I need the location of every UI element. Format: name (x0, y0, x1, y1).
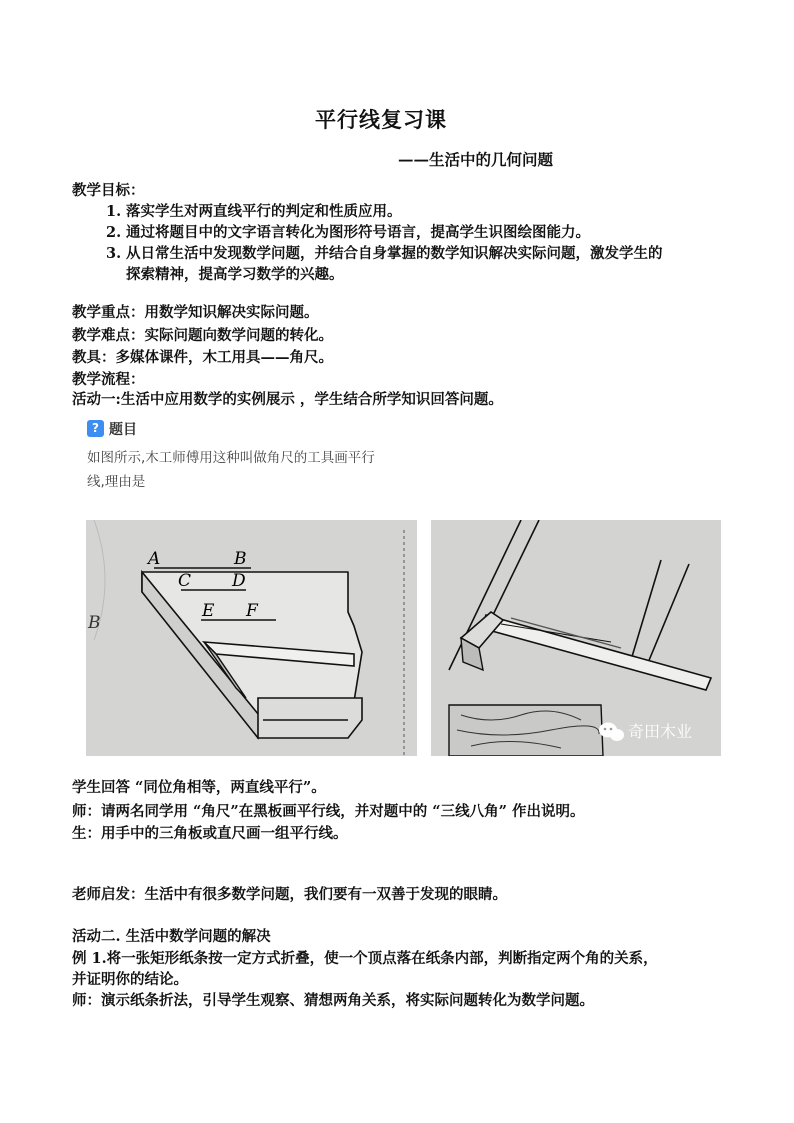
label-f: F (246, 601, 258, 621)
objective-text: 通过将题目中的文字语言转化为图形符号语言，提高学生识图绘图能力。 (126, 224, 590, 241)
objectives-heading: 教学目标： (72, 182, 145, 199)
question-label: 题目 (109, 422, 137, 438)
example-1-line-2: 并证明你的结论。 (72, 971, 188, 988)
objective-item-3-continued: 探索精神，提高学习数学的兴趣。 (126, 266, 344, 283)
page-subtitle: ——生活中的几何问题 (398, 150, 554, 169)
student-task: 生：用手中的三角板或直尺画一组平行线。 (72, 825, 348, 842)
key-point: 教学重点：用数学知识解决实际问题。 (72, 304, 319, 321)
label-edge-b: B (88, 613, 101, 633)
activity-2: 活动二. 生活中数学问题的解决 (72, 928, 271, 945)
objective-number: 2. (106, 224, 122, 241)
figure-carpenter-square-diagram (86, 520, 417, 756)
teacher-instruction-2: 师：演示纸条折法，引导学生观察、猜想两角关系，将实际问题转化为数学问题。 (72, 992, 594, 1009)
watermark-text: 奇田木业 (628, 722, 693, 741)
objective-item-2 (106, 222, 590, 243)
objective-item-1 (106, 201, 402, 222)
carpenter-square-drawing (86, 520, 417, 756)
page-title: 平行线复习课 (315, 107, 447, 132)
question-line-2: 线,理由是 (87, 474, 146, 490)
process-heading: 教学流程： (72, 371, 145, 388)
question-line-1: 如图所示,木工师傅用这种叫做角尺的工具画平行 (87, 450, 375, 466)
objective-number: 1. (106, 203, 122, 220)
teacher-instruction-1: 师：请两名同学用 “角尺”在黑板画平行线，并对题中的 “三线八角” 作出说明。 (72, 803, 585, 820)
figure-carpenter-square-photo (431, 520, 721, 756)
example-1-line-1: 例 1.将一张矩形纸条按一定方式折叠，使一个顶点落在纸条内部，判断指定两个角的关系， (72, 950, 658, 967)
label-d: D (232, 571, 246, 591)
label-e: E (202, 601, 215, 621)
objective-number: 3. (106, 245, 122, 262)
teacher-inspiration: 老师启发：生活中有很多数学问题，我们要有一双善于发现的眼睛。 (72, 886, 507, 903)
label-c: C (178, 571, 192, 591)
student-answer: 学生回答 “同位角相等，两直线平行”。 (72, 779, 326, 796)
difficulty: 教学难点：实际问题向数学问题的转化。 (72, 327, 333, 344)
label-a: A (148, 549, 161, 569)
carpenter-square-photo-drawing (431, 520, 721, 756)
objective-text: 从日常生活中发现数学问题，并结合自身掌握的数学知识解决实际问题，激发学生的 (126, 245, 663, 262)
teaching-tools: 教具：多媒体课件，木工用具——角尺。 (72, 349, 333, 366)
label-b: B (234, 549, 247, 569)
activity-1: 活动一:生活中应用数学的实例展示 ，学生结合所学知识回答问题。 (72, 391, 503, 408)
question-icon: ? (87, 420, 104, 437)
objective-text: 落实学生对两直线平行的判定和性质应用。 (126, 203, 402, 220)
objective-item-3 (106, 243, 663, 264)
